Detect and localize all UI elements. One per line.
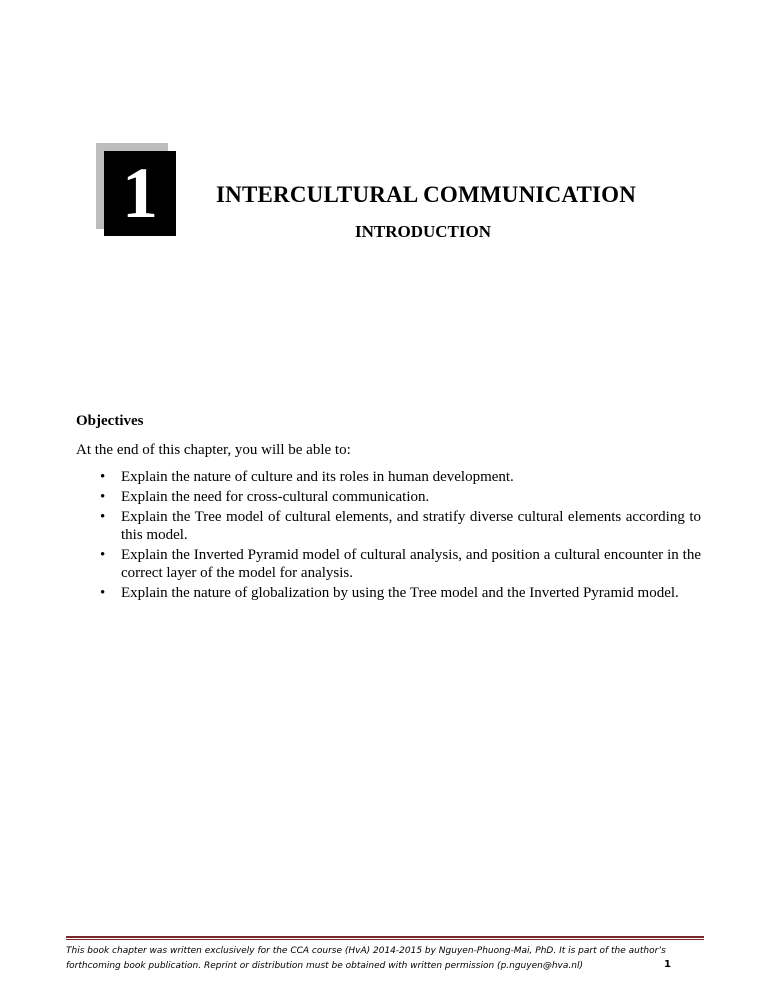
chapter-number: 1 (104, 151, 176, 236)
chapter-subtitle: INTRODUCTION (355, 222, 492, 241)
list-item (0, 488, 701, 506)
list-item (0, 508, 701, 544)
objective-text: Explain the nature of globalization by using the Tree model and the Inverted Pyramid model. (121, 585, 679, 601)
footer-divider-thin (66, 939, 704, 940)
objectives-intro: At the end of this chapter, you will be able to: (76, 442, 351, 458)
footer-note (66, 944, 706, 974)
bullet-icon: • (100, 509, 106, 525)
objective-text: Explain the need for cross-cultural communication. (121, 489, 430, 505)
bullet-icon: • (100, 489, 106, 505)
footer-line-1: This book chapter was written exclusively for the CCA course (HvA) 2014-2015 by Nguyen-Phuong-Mai, PhD. It is part of the author’s (66, 946, 666, 956)
footer-line-2: forthcoming book publication. Reprint or distribution must be obtained with written permission (p.nguyen@hva.nl) (66, 961, 583, 971)
objective-text: Explain the nature of culture and its roles in human development. (121, 469, 514, 485)
footer-divider (66, 936, 704, 938)
list-item (0, 584, 701, 602)
objectives-list (0, 468, 768, 604)
bullet-icon: • (100, 585, 106, 601)
page-number: 1 (664, 959, 671, 970)
list-item (0, 546, 701, 582)
objective-text: Explain the Tree model of cultural elements, and stratify diverse cultural elements according to this model. (121, 509, 701, 543)
bullet-icon: • (100, 469, 106, 485)
objectives-heading: Objectives (76, 413, 144, 429)
chapter-title: INTERCULTURAL COMMUNICATION (216, 182, 637, 207)
objective-text: Explain the Inverted Pyramid model of cultural analysis, and position a cultural encounter in the correct layer of the model for analysis. (121, 547, 701, 581)
bullet-icon: • (100, 547, 106, 563)
list-item (0, 468, 701, 486)
